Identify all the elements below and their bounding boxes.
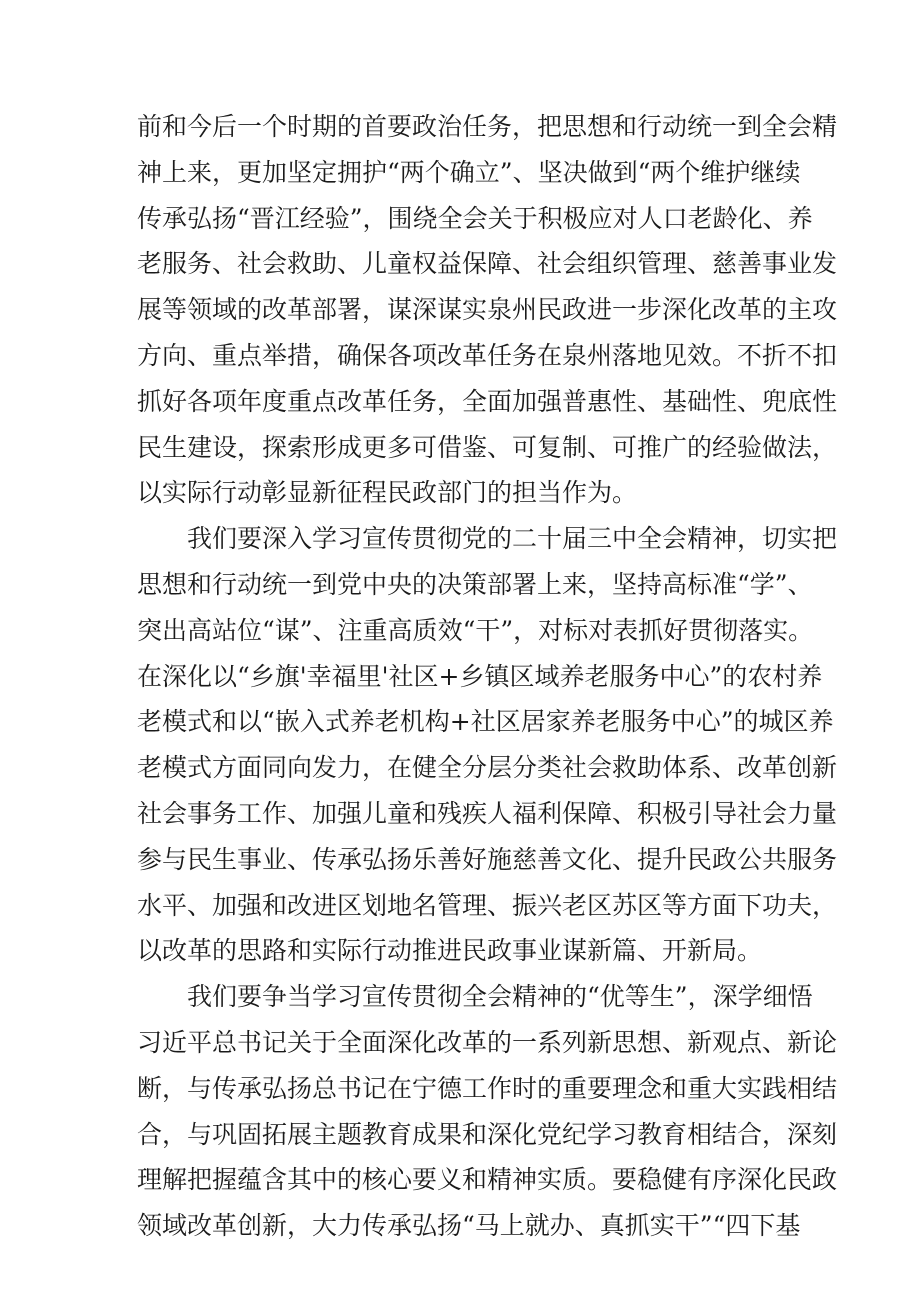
text-line: 民生建设，探索形成更多可借鉴、可复制、可推广的经验做法，	[137, 432, 838, 462]
text-line: 以实际行动彰显新征程民政部门的担当作为。	[137, 478, 638, 508]
paragraph-3	[137, 974, 838, 1249]
text-line: 以改革的思路和实际行动推进民政事业谋新篇、开新局。	[137, 936, 763, 966]
text-line: 方向、重点举措，确保各项改革任务在泉州落地见效。不折不扣	[137, 340, 838, 370]
body-text	[137, 104, 838, 1249]
text-line: 合，与巩固拓展主题教育成果和深化党纪学习教育相结合，深刻	[137, 1119, 838, 1149]
text-line: 展等领域的改革部署，谋深谋实泉州民政进一步深化改革的主攻	[137, 295, 838, 325]
text-line: 老模式和以“嵌入式养老机构+社区居家养老服务中心”的城区养	[137, 707, 834, 737]
paragraph-1	[137, 104, 838, 516]
text-line: 老服务、社会救助、儿童权益保障、社会组织管理、慈善事业发	[137, 249, 838, 279]
text-line: 社会事务工作、加强儿童和残疾人福利保障、积极引导社会力量	[137, 798, 838, 828]
text-line: 思想和行动统一到党中央的决策部署上来，坚持高标准“学”、	[137, 569, 813, 599]
text-line: 参与民生事业、传承弘扬乐善好施慈善文化、提升民政公共服务	[137, 844, 838, 874]
text-line: 抓好各项年度重点改革任务，全面加强普惠性、基础性、兜底性	[137, 386, 838, 416]
text-line: 传承弘扬“晋江经验”，围绕全会关于积极应对人口老龄化、养	[137, 203, 813, 233]
text-line: 习近平总书记关于全面深化改革的一系列新思想、新观点、新论	[137, 1027, 838, 1057]
text-line: 前和今后一个时期的首要政治任务，把思想和行动统一到全会精	[137, 112, 838, 141]
paragraph-2	[137, 516, 838, 974]
text-line: 老模式方面同向发力，在健全分层分类社会救助体系、改革创新	[137, 753, 838, 783]
text-line: 在深化以“乡旗'幸福里'社区+乡镇区域养老服务中心”的农村养	[137, 661, 823, 691]
text-line: 突出高站位“谋”、注重高质效“干”，对标对表抓好贯彻落实。	[137, 615, 814, 645]
text-line: 我们要深入学习宣传贯彻党的二十届三中全会精神，切实把	[187, 524, 838, 554]
text-line: 我们要争当学习宣传贯彻全会精神的“优等生”，深学细悟	[187, 982, 813, 1012]
text-line: 理解把握蕴含其中的核心要义和精神实质。要稳健有序深化民政	[137, 1165, 838, 1195]
text-line: 断，与传承弘扬总书记在宁德工作时的重要理念和重大实践相结	[137, 1073, 838, 1103]
text-line: 水平、加强和改进区划地名管理、振兴老区苏区等方面下功夫，	[137, 890, 838, 920]
text-line: 神上来，更加坚定拥护“两个确立”、坚决做到“两个维护继续	[137, 157, 801, 187]
text-line: 领域改革创新，大力传承弘扬“马上就办、真抓实干”“四下基	[137, 1211, 801, 1241]
